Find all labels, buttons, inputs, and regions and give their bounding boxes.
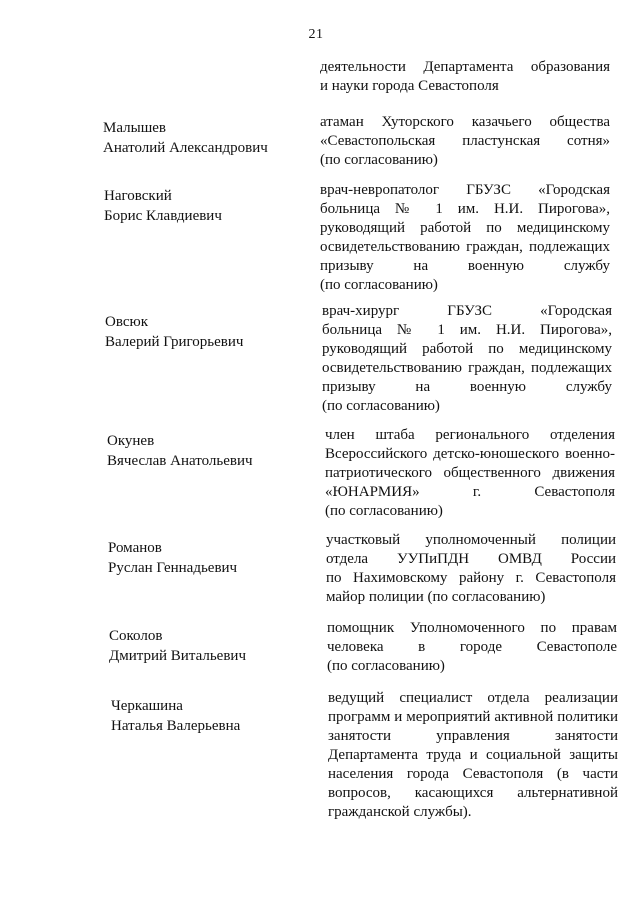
person-name — [109, 626, 246, 666]
role-line: врач-хирург ГБУЗС «Городская — [322, 303, 612, 319]
role-line: атаман Хуторского казачьего общества — [320, 114, 610, 130]
role-line: (по согласованию) — [320, 277, 438, 293]
page-number: 21 — [308, 27, 324, 42]
role-line: член штаба регионального отделения — [325, 427, 615, 443]
role-line: (по согласованию) — [322, 398, 440, 414]
role-line: программ и мероприятий активной политики — [328, 709, 618, 725]
given-names: Валерий Григорьевич — [105, 334, 244, 350]
role-line: (по согласованию) — [327, 658, 445, 674]
role-line: по Нахимовскому району г. Севастополя — [326, 570, 616, 586]
role-line: Всероссийского детско-юношеского военно- — [325, 446, 615, 462]
role-line: Департамента труда и социальной защиты — [328, 747, 618, 763]
surname: Окунев — [107, 433, 155, 449]
role-line: ведущий специалист отдела реализации — [328, 690, 618, 706]
role-description — [320, 113, 610, 170]
surname: Малышев — [103, 120, 166, 136]
role-line: участковый уполномоченный полиции — [326, 532, 616, 548]
role-line: врач-невропатолог ГБУЗС «Городская — [320, 182, 610, 198]
role-line: патриотического общественного движения — [325, 465, 615, 481]
role-line: освидетельствованию граждан, подлежащих — [322, 360, 612, 376]
surname: Наговский — [104, 188, 172, 204]
role-line: занятости управления занятости — [328, 728, 618, 744]
role-line: призыву на военную службу — [322, 379, 612, 395]
surname: Овсюк — [105, 314, 148, 330]
role-line: «Севастопольская пластунская сотня» — [320, 133, 610, 149]
given-names: Наталья Валерьевна — [111, 718, 241, 734]
role-description — [326, 531, 616, 607]
person-name — [104, 186, 222, 226]
role-description — [328, 689, 618, 822]
given-names: Вячеслав Анатольевич — [107, 453, 253, 469]
role-line: майор полиции (по согласованию) — [326, 589, 546, 605]
role-description — [327, 619, 617, 676]
given-names: Руслан Геннадьевич — [108, 560, 238, 576]
role-line: руководящий работой по медицинскому — [322, 341, 612, 357]
role-line: больница № 1 им. Н.И. Пирогова», — [320, 201, 610, 217]
person-name — [103, 118, 268, 158]
surname: Черкашина — [111, 698, 183, 714]
role-line: (по согласованию) — [325, 503, 443, 519]
role-line: отдела УУПиПДН ОМВД России — [326, 551, 616, 567]
role-line: вопросов, касающихся альтернативной — [328, 785, 618, 801]
role-description — [322, 302, 612, 416]
role-line: (по согласованию) — [320, 152, 438, 168]
role-description — [320, 181, 610, 295]
role-line: человека в городе Севастополе — [327, 639, 617, 655]
surname: Соколов — [109, 628, 163, 644]
role-description — [320, 58, 610, 96]
person-name — [105, 312, 243, 352]
role-line: руководящий работой по медицинскому — [320, 220, 610, 236]
given-names: Дмитрий Витальевич — [109, 648, 246, 664]
role-line: помощник Уполномоченного по правам — [327, 620, 617, 636]
role-line: призыву на военную службу — [320, 258, 610, 274]
role-line: больница № 1 им. Н.И. Пирогова», — [322, 322, 612, 338]
role-line: деятельности Департамента образования — [320, 59, 610, 75]
role-line: и науки города Севастополя — [320, 78, 499, 94]
person-name — [107, 431, 253, 471]
role-description — [325, 426, 615, 521]
role-line: гражданской службы). — [328, 804, 472, 820]
given-names: Борис Клавдиевич — [104, 208, 222, 224]
surname: Романов — [108, 540, 162, 556]
given-names: Анатолий Александрович — [103, 140, 268, 156]
person-name — [108, 538, 237, 578]
role-line: населения города Севастополя (в части — [328, 766, 618, 782]
role-line: освидетельствованию граждан, подлежащих — [320, 239, 610, 255]
person-name — [111, 696, 240, 736]
role-line: «ЮНАРМИЯ» г. Севастополя — [325, 484, 615, 500]
